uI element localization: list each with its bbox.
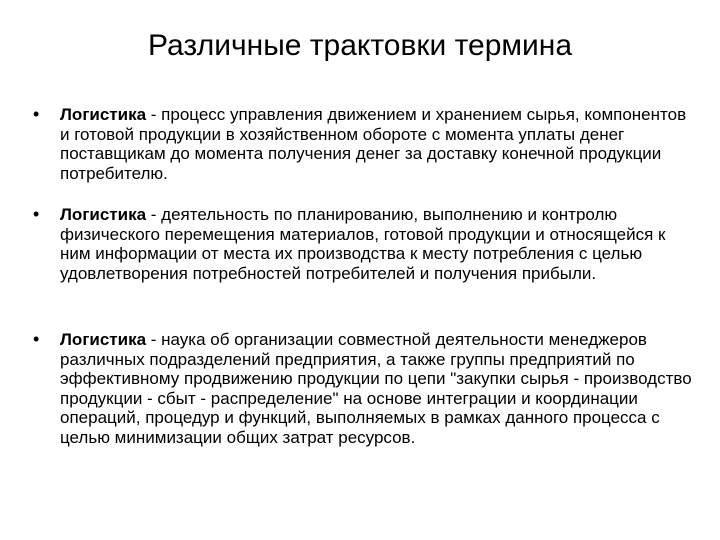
definition-body: - наука об организации совместной деятельности менеджеров различных подразделений предприятия, а также группы предприятий по эффективному продвижению продукции по цепи "закупки сырья - производство продукции - сбыт - распределение" на основе интеграции и координации операций, процедур и функций, выполняемых в рамках данного процесса с целью минимизации общих затрат ресурсов. bbox=[60, 330, 692, 447]
definition-text bbox=[60, 330, 700, 447]
definition-text bbox=[60, 105, 700, 183]
bullet-icon: • bbox=[33, 104, 40, 124]
term-label: Логистика bbox=[60, 330, 147, 349]
bullet-icon: • bbox=[33, 329, 40, 349]
term-label: Логистика bbox=[60, 205, 147, 224]
definition-body: - процесс управления движением и хранением сырья, компонентов и готовой продукции в хозяйственном обороте с момента уплаты денег поставщикам до момента получения денег за доставку конечной продукции потребителю. bbox=[60, 105, 687, 183]
slide-title: Различные трактовки термина bbox=[147, 29, 573, 62]
definition-text bbox=[60, 205, 700, 283]
term-label: Логистика bbox=[60, 105, 147, 124]
definition-body: - деятельность по планированию, выполнению и контролю физического перемещения материалов, готовой продукции и относящейся к ним информации от места их производства к месту потребления с целью удовлетворения потребностей потребителей и получения прибыли. bbox=[60, 205, 666, 283]
bullet-icon: • bbox=[33, 204, 40, 224]
